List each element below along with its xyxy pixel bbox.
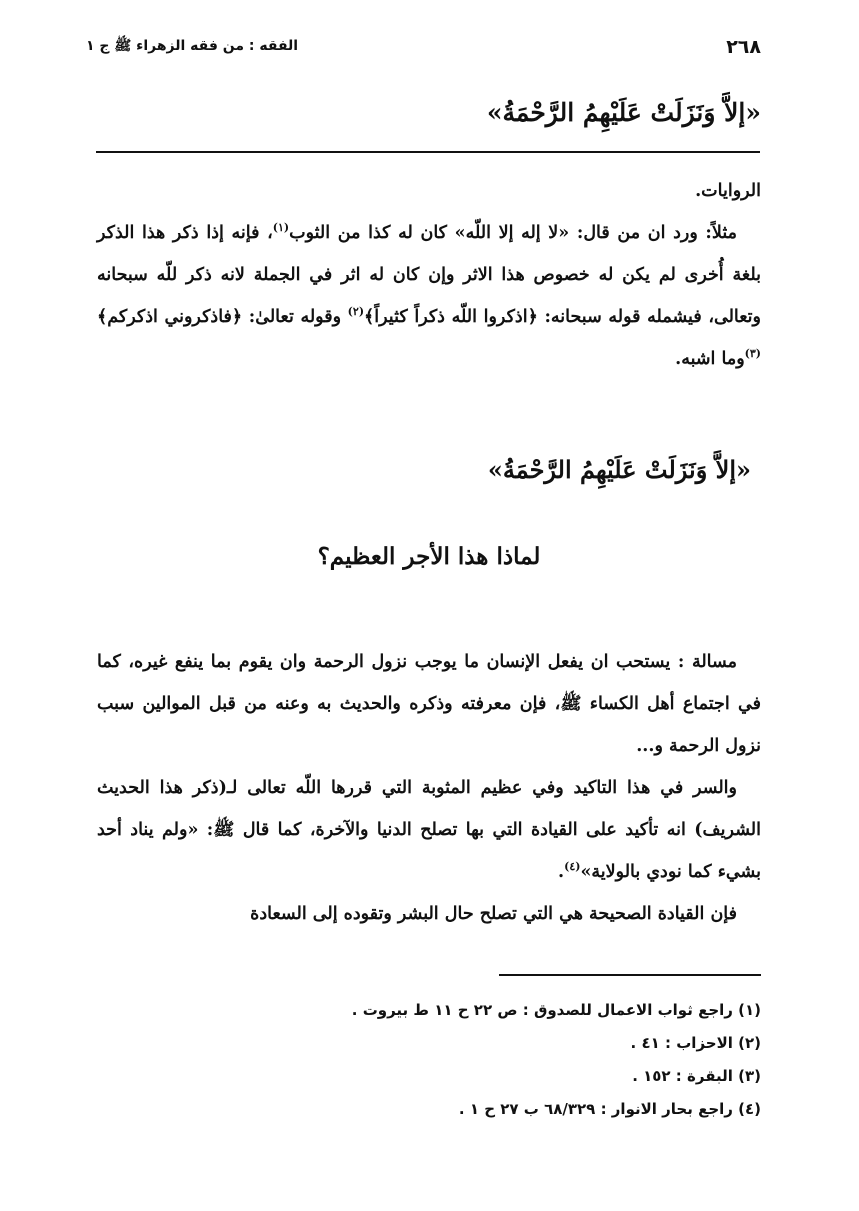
page-number: ٢٦٨ <box>726 36 761 58</box>
footnote-2: (٢) الاحزاب : ٤١ . <box>630 1034 761 1052</box>
paragraph-example-end: وما اشبه. <box>675 349 745 369</box>
body-text-top <box>97 170 761 380</box>
paragraph-leadership: فإن القيادة الصحيحة هي التي تصلح حال البشر وتقوده إلى السعادة <box>250 904 737 924</box>
book-title: الفقه : من فقه الزهراء ﷺ ج ١ <box>86 38 299 54</box>
header-rule <box>96 151 760 153</box>
paragraph-example-cont: ، فإنه إذا ذكر هذا الذكر بلغة أُخرى لم يكن له خصوص هذا الاثر وإن كان له اثر في الجملة لانه ذكر للّه سبحانه وتعالى، فيشمله قوله سبحانه: ﴿اذكروا اللّه ذكراً كثيراً﴾ <box>97 223 762 327</box>
paragraph-masala-text: : يستحب ان يفعل الإنسان ما يوجب نزول الرحمة وان يقوم بما ينفع غيره، كما في اجتماع أهل الكساء ﷺ، فإن معرفته وذكره والحديث به وعنه من قبل الموالين سبب نزول الرحمة و... <box>97 652 761 756</box>
paragraph-secret-text: والسر في هذا التاكيد وفي عظيم المثوبة التي قررها اللّه تعالى لـ(ذكر هذا الحديث الشريف) انه تأكيد على القيادة التي بها تصلح الدنيا والآخرة، كما قال ﷺ: «ولم يناد أحد بشيء كما نودي بالولاية» <box>97 778 761 882</box>
section-heading-rahma: «إلاَّ وَنَزَلَتْ عَلَيْهِمُ الرَّحْمَةُ» <box>487 455 751 484</box>
footnote-3: (٣) البقرة : ١٥٢ . <box>632 1067 761 1085</box>
paragraph-secret <box>97 767 761 893</box>
footnote-1: (١) راجع ثواب الاعمال للصدوق : ص ٢٢ ح ١١ ط بيروت . <box>351 1001 761 1019</box>
paragraph-example <box>97 212 761 380</box>
paragraph-secret-end: . <box>558 862 565 882</box>
paragraph-masala <box>97 641 761 767</box>
section-heading-why: لماذا هذا الأجر العظيم؟ <box>317 543 541 570</box>
footnote-ref-4[interactable]: (٤) <box>564 860 581 874</box>
chapter-banner: «إلاَّ وَنَزَلَتْ عَلَيْهِمُ الرَّحْمَةُ» <box>486 98 761 127</box>
footnotes <box>97 994 761 1126</box>
footnote-rule <box>499 974 761 976</box>
footnote-ref-1[interactable]: (١) <box>272 221 290 235</box>
running-header <box>86 30 761 64</box>
footnote-ref-2[interactable]: (٢) <box>347 305 365 319</box>
footnote-4: (٤) راجع بحار الانوار : ٦٨/٣٢٩ ب ٢٧ ح ١ . <box>458 1100 761 1118</box>
footnote-ref-3[interactable]: (٣) <box>744 347 761 361</box>
paragraph-example-text: مثلاً: ورد ان من قال: «لا إله إلا اللّه» كان له كذا من الثوب <box>289 223 737 243</box>
paragraph-riwayat: الروايات. <box>695 181 761 201</box>
paragraph-example-mid: وقوله تعالىٰ: ﴿فاذكروني اذكركم﴾ <box>97 307 348 327</box>
term-masala: مسالة <box>691 652 737 672</box>
body-text-bottom <box>97 641 761 935</box>
